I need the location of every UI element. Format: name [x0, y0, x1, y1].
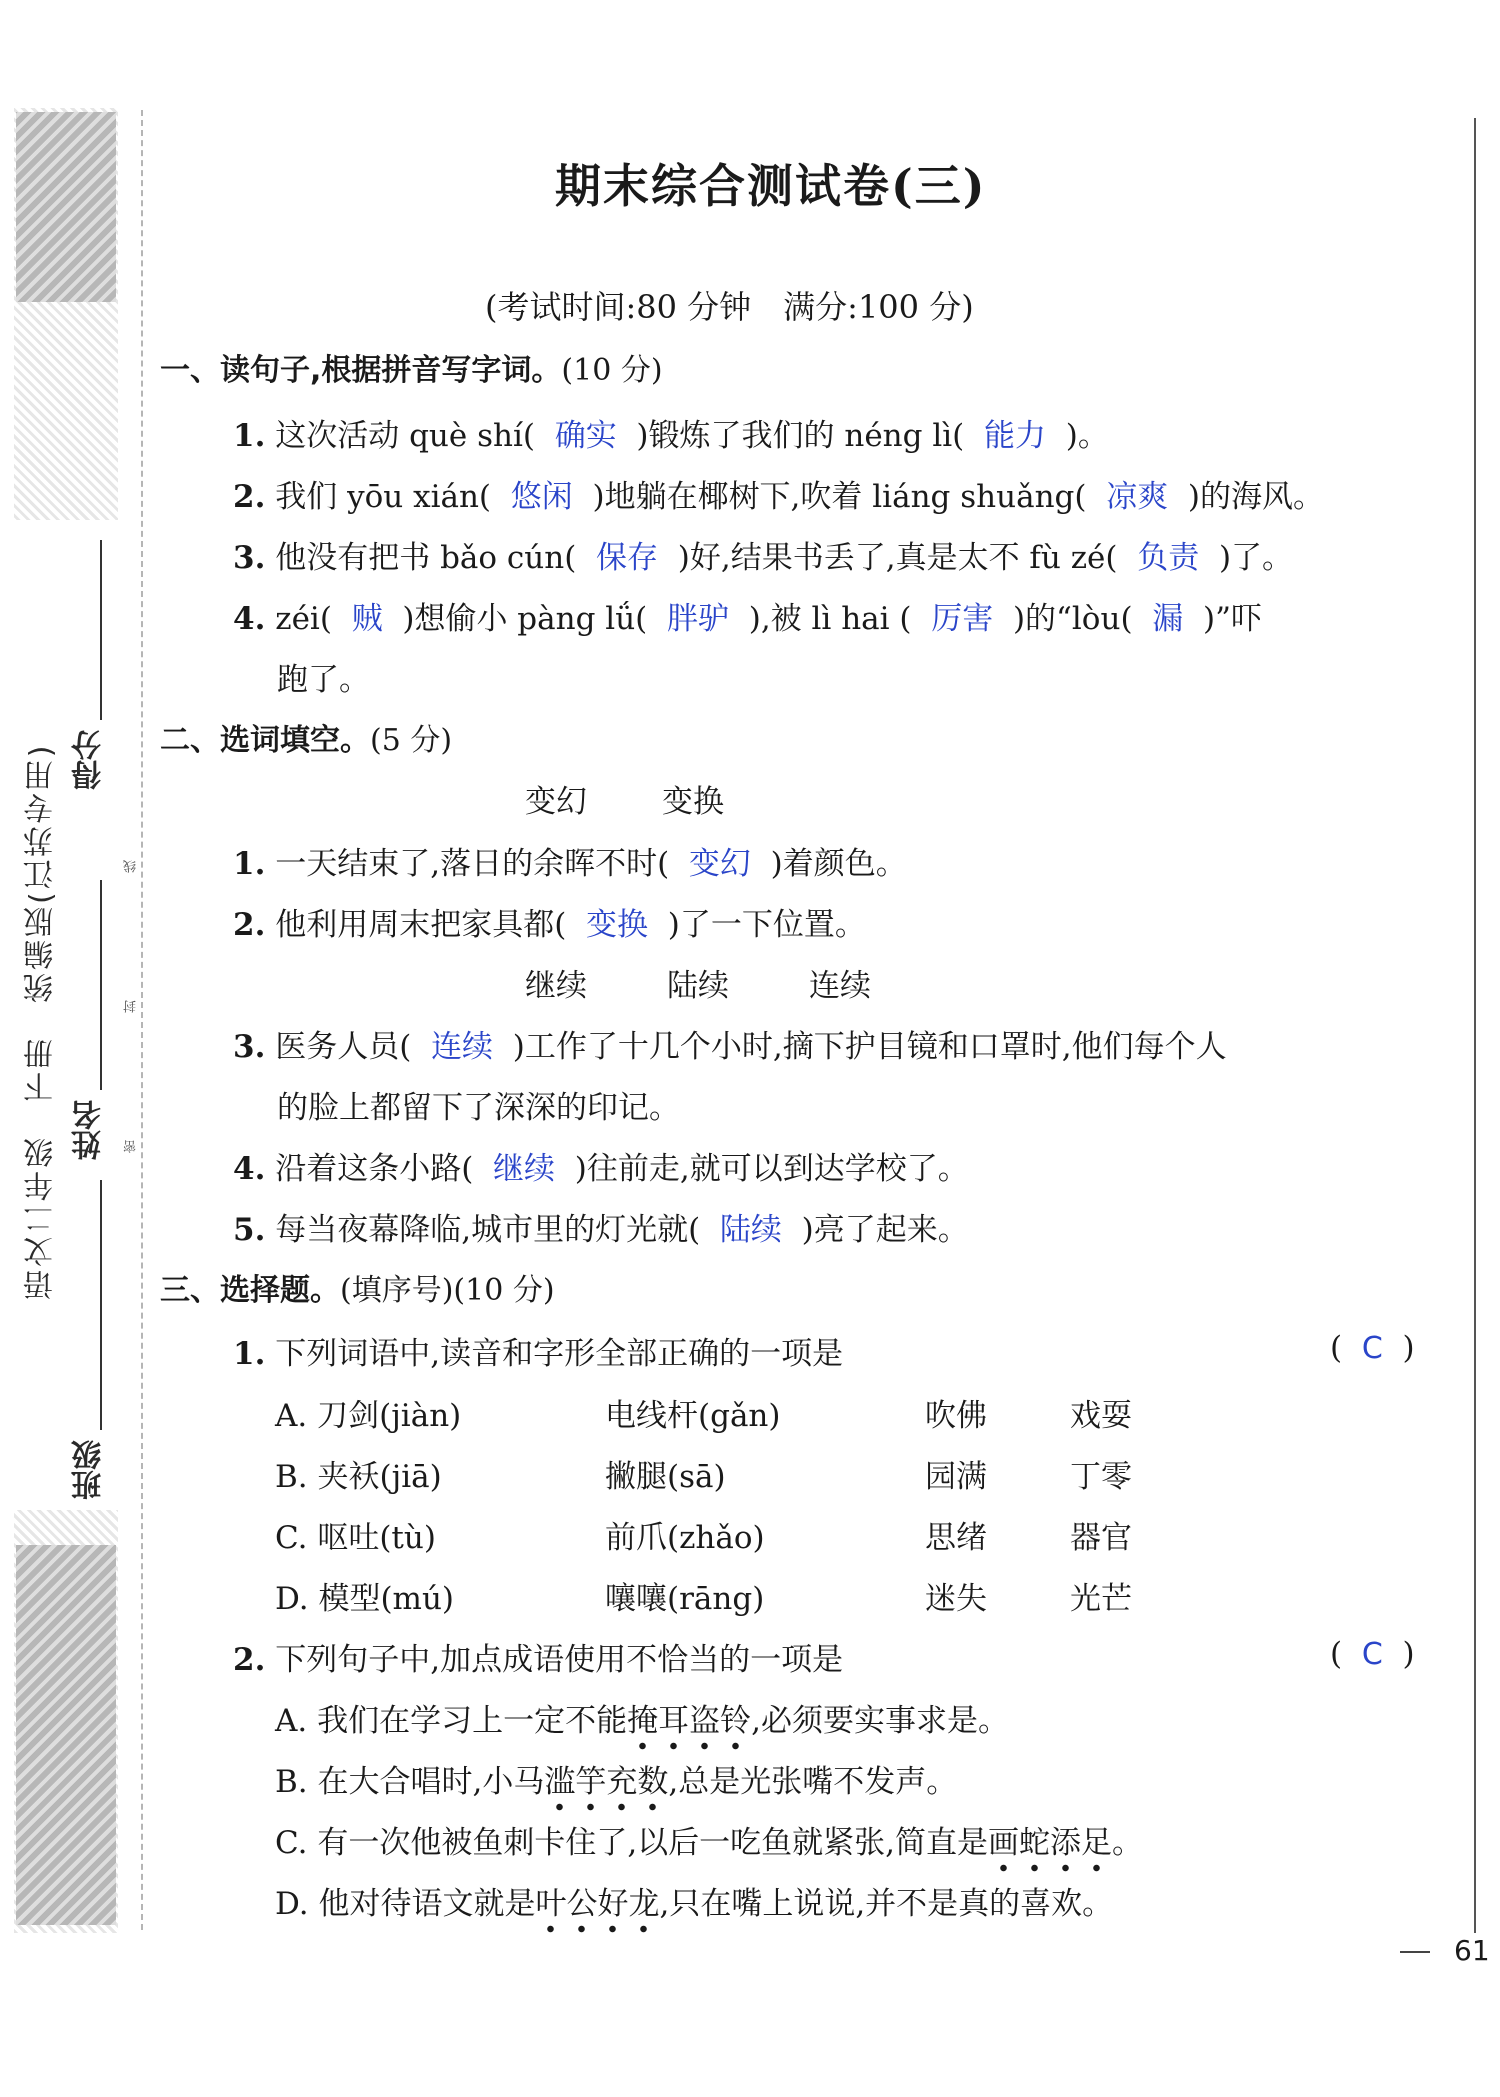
option-a-1: A. 刀剑(jiàn) — [275, 1398, 462, 1434]
option-b-3: 园满 — [925, 1459, 987, 1495]
page-title: 期末综合测试卷(三) — [555, 159, 987, 213]
s3-q2-answer-bracket: ( C ) — [1330, 1636, 1415, 1672]
s1-question-4-continued: 跑了。 — [277, 662, 370, 698]
option-c-4: 器官 — [1070, 1520, 1132, 1556]
option-a-3: 吹佛 — [925, 1398, 987, 1434]
answer: C — [1361, 1331, 1383, 1366]
s2-question-1: 1. 一天结束了,落日的余晖不时( 变幻 )着颜色。 — [233, 846, 907, 882]
dotted-idiom: 叶公好龙 — [535, 1886, 659, 1934]
option-d-3: 迷失 — [925, 1581, 987, 1617]
score-label: 得分 — [72, 730, 107, 790]
answer: 漏 — [1152, 601, 1184, 637]
class-label: 班级 — [72, 1440, 107, 1500]
option-b-2: 撇腿(sā) — [605, 1459, 726, 1495]
seal-dashed-line — [141, 110, 143, 1930]
option-a-4: 戏耍 — [1070, 1398, 1132, 1434]
option-b-1: B. 夹袄(jiā) — [275, 1459, 442, 1495]
answer: 变幻 — [688, 846, 751, 882]
s2-question-5: 5. 每当夜幕降临,城市里的灯光就( 陆续 )亮了起来。 — [233, 1212, 969, 1248]
option-c-2: 前爪(zhǎo) — [605, 1520, 765, 1556]
s2-question-2: 2. 他利用周末把家具都( 变换 )了一下位置。 — [233, 907, 866, 943]
s3-question-2: 2. 下列句子中,加点成语使用不恰当的一项是 — [233, 1642, 844, 1678]
s3-q2-option-d: D. 他对待语文就是叶公好龙,只在嘴上说说,并不是真的喜欢。 — [275, 1878, 1113, 1923]
option-c-3: 思绪 — [925, 1520, 987, 1556]
s1-question-3: 3. 他没有把书 bǎo cún( 保存 )好,结果书丢了,真是太不 fù zé( 负责 )了。 — [233, 540, 1294, 576]
s3-q2-option-b: B. 在大合唱时,小马滥竽充数,总是光张嘴不发声。 — [275, 1756, 957, 1801]
seal-char-1: 密 — [124, 1140, 139, 1153]
s2-question-4: 4. 沿着这条小路( 继续 )往前走,就可以到达学校了。 — [233, 1151, 969, 1187]
dotted-idiom: 掩耳盗铃 — [627, 1703, 751, 1751]
answer: 继续 — [493, 1151, 556, 1187]
answer: 厉害 — [931, 601, 994, 637]
answer: 负责 — [1137, 540, 1200, 576]
answer: 连续 — [431, 1029, 494, 1065]
section-1-heading: 一、读句子,根据拼音写字词。(10 分) — [160, 353, 663, 388]
s2-question-3-continued: 的脸上都留下了深深的印记。 — [277, 1090, 680, 1126]
class-blank-line — [100, 1180, 102, 1430]
strip-logo-top — [16, 112, 116, 302]
word-choice-1: 变幻 变换 — [525, 784, 724, 820]
s1-question-2: 2. 我们 yōu xián( 悠闲 )地躺在椰树下,吹着 liáng shuǎng( 凉爽 )的海风。 — [233, 479, 1325, 515]
option-d-1: D. 模型(mú) — [275, 1581, 455, 1617]
option-b-4: 丁零 — [1070, 1459, 1132, 1495]
score-blank-line — [100, 540, 102, 720]
word-choice-2: 继续 陆续 连续 — [525, 968, 871, 1004]
answer: 胖驴 — [667, 601, 729, 637]
exam-info: (考试时间:80 分钟 满分:100 分) — [485, 288, 974, 326]
section-3-heading: 三、选择题。(填序号)(10 分) — [160, 1273, 555, 1308]
name-label: 姓名 — [72, 1100, 107, 1160]
s3-question-1: 1. 下列词语中,读音和字形全部正确的一项是 — [233, 1336, 844, 1372]
answer: C — [1361, 1637, 1383, 1672]
option-d-2: 嚷嚷(rāng) — [605, 1581, 765, 1617]
s3-q2-option-c: C. 有一次他被鱼刺卡住了,以后一吃鱼就紧张,简直是画蛇添足。 — [275, 1817, 1143, 1862]
answer: 陆续 — [719, 1212, 782, 1248]
answer: 能力 — [984, 418, 1046, 454]
answer: 保存 — [596, 540, 659, 576]
seal-char-2: 封 — [124, 1000, 139, 1013]
s2-question-3: 3. 医务人员( 连续 )工作了十几个小时,摘下护目镜和口罩时,他们每个人 — [233, 1029, 1227, 1065]
right-margin-rule — [1474, 118, 1476, 1933]
s3-q2-option-a: A. 我们在学习上一定不能掩耳盗铃,必须要实事求是。 — [275, 1695, 1009, 1740]
answer: 确实 — [554, 418, 617, 454]
s1-question-4: 4. zéi( 贼 )想偷小 pàng lǘ( 胖驴 ),被 lì hai ( 厉害 )的“lòu( 漏 )”吓 — [233, 601, 1262, 637]
page-number: 61 — [1454, 1934, 1490, 1967]
option-a-2: 电线杆(gǎn) — [605, 1398, 781, 1434]
s1-question-1: 1. 这次活动 què shí( 确实 )锻炼了我们的 néng lì( 能力 )。 — [233, 418, 1109, 454]
option-c-1: C. 呕吐(tù) — [275, 1520, 436, 1556]
dotted-idiom: 画蛇添足 — [988, 1825, 1112, 1873]
seal-char-3: 线 — [124, 860, 139, 873]
section-2-heading: 二、选词填空。(5 分) — [160, 723, 453, 758]
answer: 贼 — [351, 601, 383, 637]
answer: 凉爽 — [1106, 479, 1169, 515]
answer: 悠闲 — [510, 479, 573, 515]
option-d-4: 光芒 — [1070, 1581, 1132, 1617]
strip-logo-bottom — [16, 1545, 116, 1925]
dotted-idiom: 滥竽充数 — [544, 1764, 668, 1812]
page-number-dash — [1400, 1951, 1430, 1953]
name-blank-line — [100, 880, 102, 1090]
answer: 变换 — [586, 907, 649, 943]
s3-q1-answer-bracket: ( C ) — [1330, 1330, 1415, 1366]
subject-label: 语文二年级 下册 统编版(江苏专用) — [24, 742, 59, 1300]
